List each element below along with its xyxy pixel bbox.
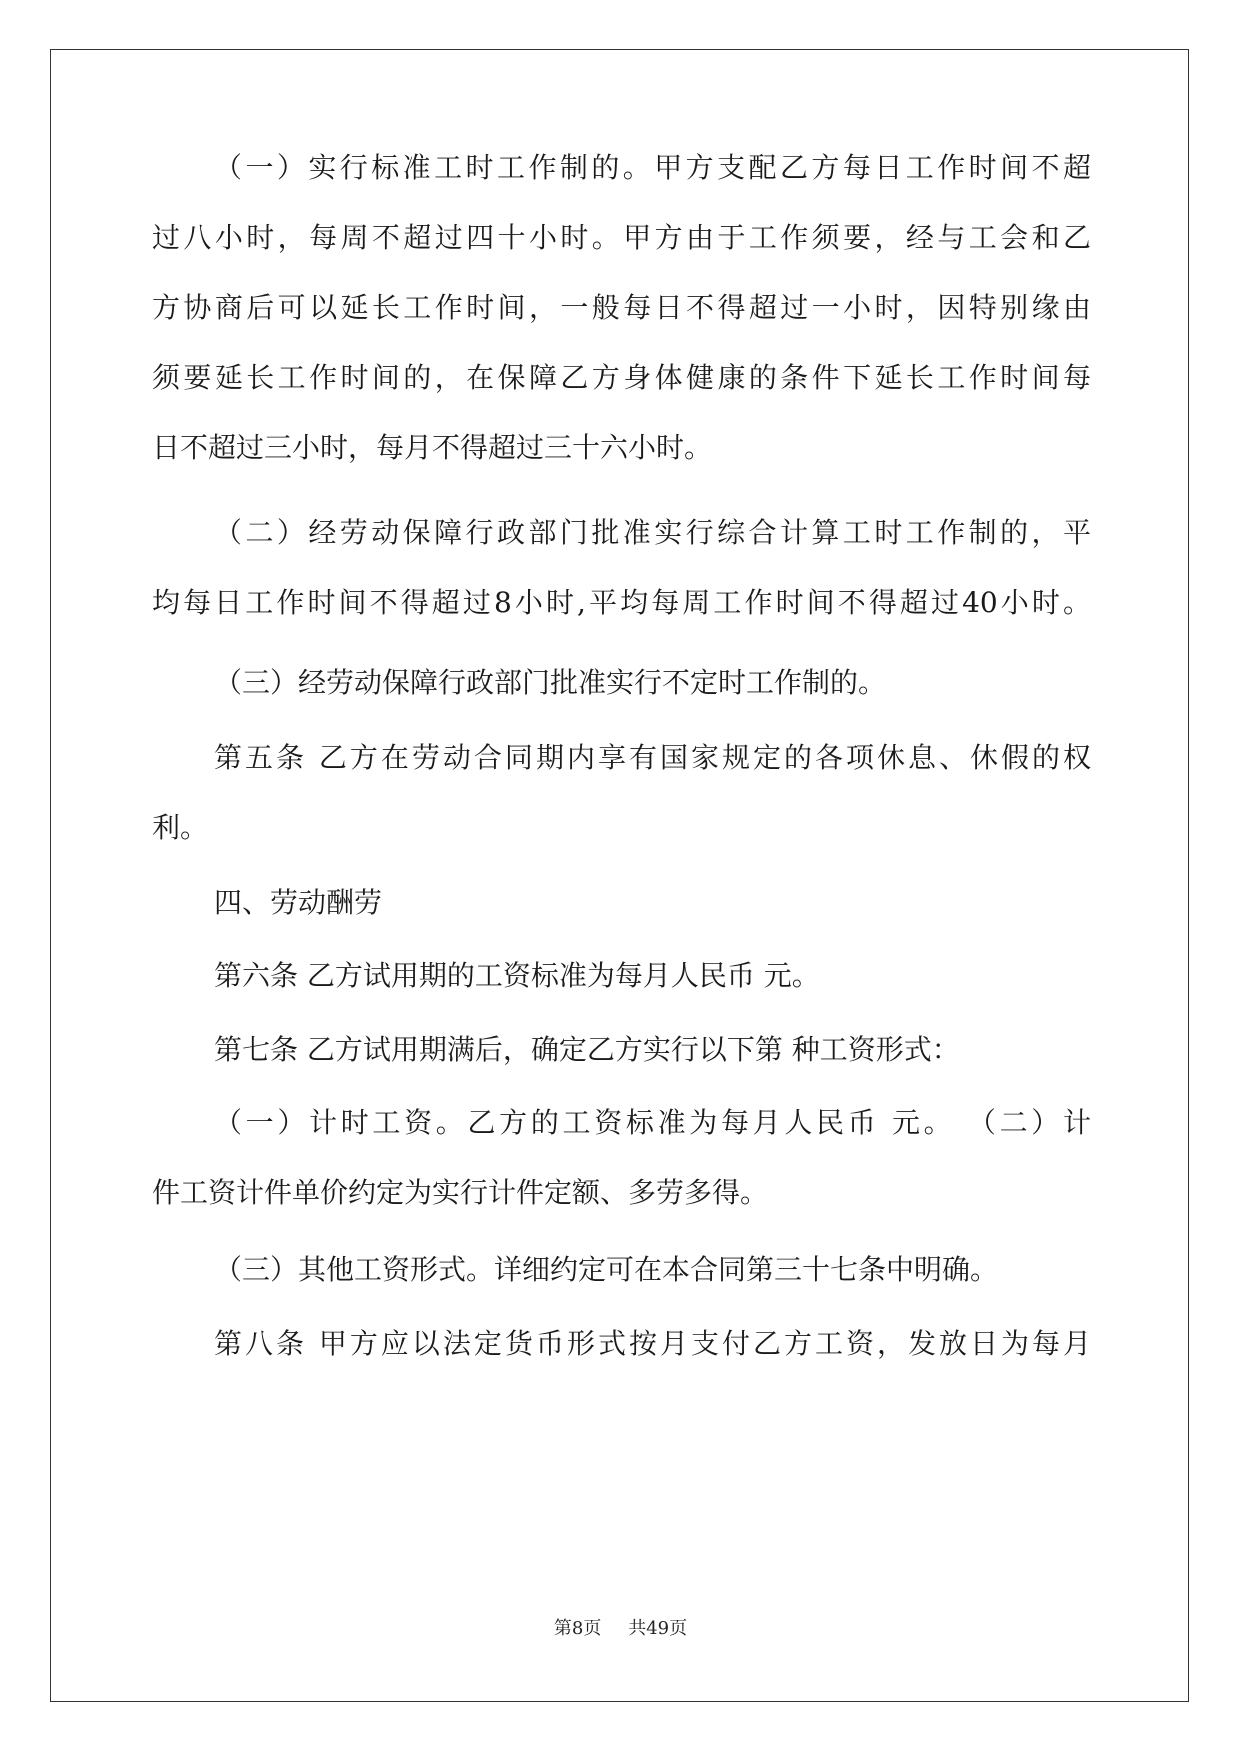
text-line: （二）经劳动保障行政部门批准实行综合计算工时工作制的，平 <box>214 516 1091 549</box>
page-number: 第8页 <box>553 1618 602 1639</box>
text-line: 件工资计件单价约定为实行计件定额、多劳多得。 <box>152 1176 769 1209</box>
text-line: （一）计时工资。乙方的工资标准为每月人民币 元。 （二）计 <box>214 1106 1091 1139</box>
section-heading: 四、劳动酬劳 <box>214 886 383 919</box>
page-footer <box>0 1614 1241 1640</box>
text-line: 第七条 乙方试用期满后，确定乙方实行以下第 种工资形式： <box>214 1033 960 1066</box>
text-line: 利。 <box>152 811 209 844</box>
text-line: （三）其他工资形式。详细约定可在本合同第三十七条中明确。 <box>214 1253 999 1286</box>
text-line: 第五条 乙方在劳动合同期内享有国家规定的各项休息、休假的权 <box>214 741 1091 774</box>
text-line: 日不超过三小时，每月不得超过三十六小时。 <box>152 431 713 464</box>
text-line: （三）经劳动保障行政部门批准实行不定时工作制的。 <box>214 666 887 699</box>
page-total: 共49页 <box>628 1618 688 1639</box>
text-line: 第六条 乙方试用期的工资标准为每月人民币 元。 <box>214 959 820 992</box>
text-line: 须要延长工作时间的，在保障乙方身体健康的条件下延长工作时间每 <box>152 361 1091 394</box>
text-line: 过八小时，每周不超过四十小时。甲方由于工作须要，经与工会和乙 <box>152 221 1091 254</box>
text-line: （一）实行标准工时工作制的。甲方支配乙方每日工作时间不超 <box>214 151 1091 184</box>
text-line: 第八条 甲方应以法定货币形式按月支付乙方工资，发放日为每月 <box>214 1327 1091 1360</box>
text-line: 均每日工作时间不得超过8小时,平均每周工作时间不得超过40小时。 <box>152 586 1091 619</box>
text-line: 方协商后可以延长工作时间，一般每日不得超过一小时，因特别缘由 <box>152 291 1091 324</box>
